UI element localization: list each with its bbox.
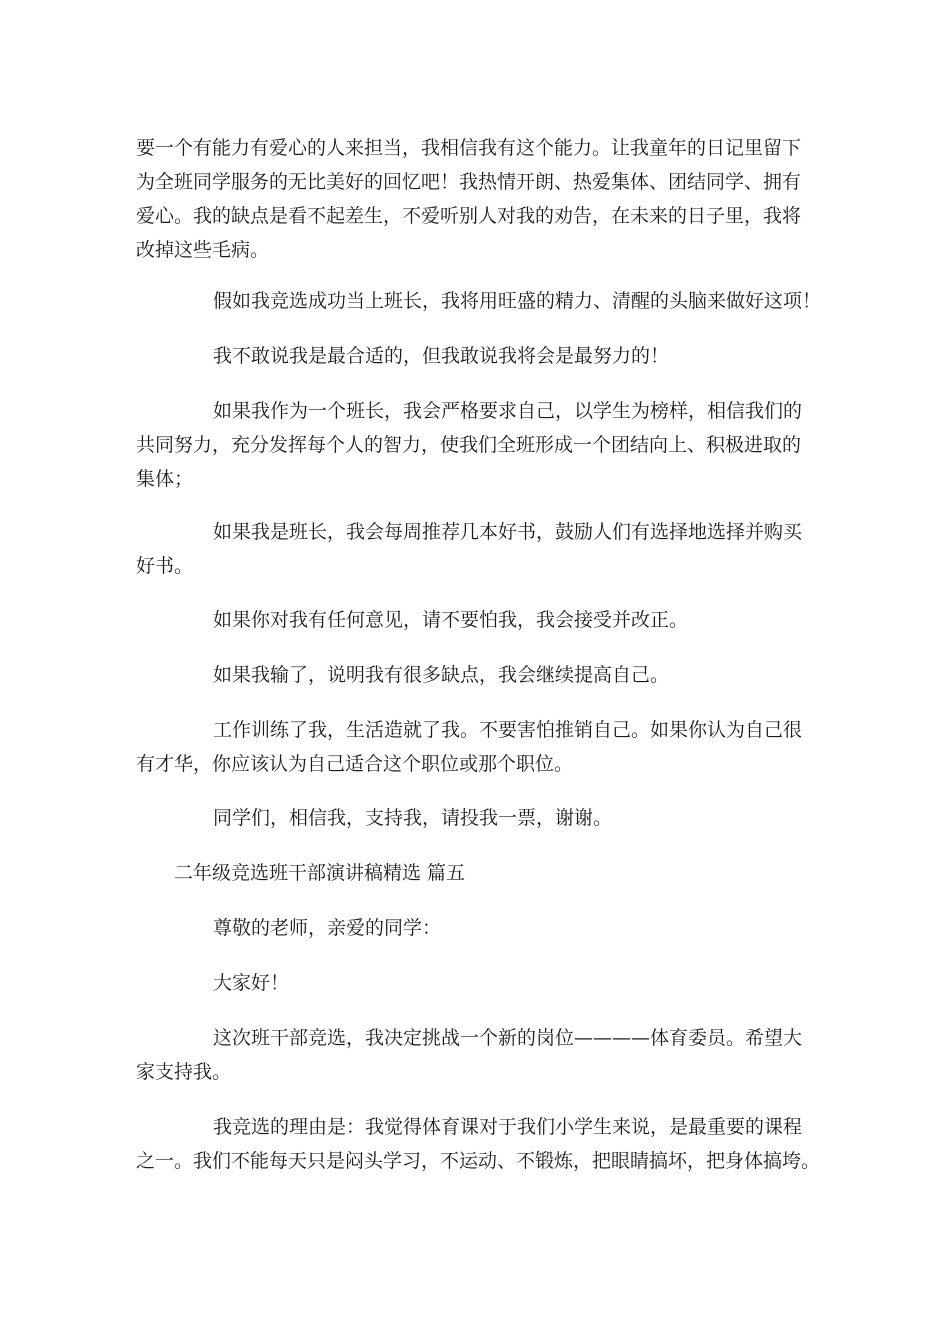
paragraph (136, 284, 836, 318)
text-line: 同学们，相信我，支持我，请投我一票，谢谢。 (213, 807, 613, 829)
text-line: 之一。我们不能每天只是闷头学习，不运动、不锻炼，把眼睛搞坏，把身体搞垮。 (136, 1150, 821, 1172)
text-line: 好书。 (136, 555, 194, 577)
text-line: 这次班干部竞选，我决定挑战一个新的岗位————体育委员。希望大 (213, 1027, 803, 1049)
paragraph (136, 394, 836, 496)
text-line: 如果我是班长，我会每周推荐几本好书，鼓励人们有选择地选择并购买 (213, 521, 803, 543)
paragraph (136, 603, 836, 637)
text-line: 有才华，你应该认为自己适合这个职位或那个职位。 (136, 753, 574, 775)
text-line: 为全班同学服务的无比美好的回忆吧！我热情开朗、热爱集体、团结同学、拥有 (136, 171, 802, 193)
paragraph (136, 801, 836, 835)
text-line: 我不敢说我是最合适的，但我敢说我将会是最努力的！ (213, 345, 670, 367)
text-line: 假如我竞选成功当上班长，我将用旺盛的精力、清醒的头脑来做好这项！ (213, 290, 822, 312)
paragraph (136, 911, 836, 945)
text-line: 工作训练了我，生活造就了我。不要害怕推销自己。如果你认为自己很 (213, 719, 803, 741)
text-line: 如果你对我有任何意见，请不要怕我，我会接受并改正。 (213, 609, 689, 631)
paragraph (136, 1021, 836, 1089)
paragraph (136, 713, 836, 781)
paragraph (136, 1110, 836, 1178)
paragraph (136, 131, 836, 267)
text-line: 集体； (136, 468, 194, 490)
text-line: 如果我作为一个班长，我会严格要求自己，以学生为榜样，相信我们的 (213, 400, 803, 422)
text-line: 如果我输了，说明我有很多缺点，我会继续提高自己。 (213, 664, 670, 686)
text-line: 大家好！ (213, 972, 290, 994)
section-heading: 二年级竞选班干部演讲稿精选 篇五 (174, 862, 466, 884)
text-line: 爱心。我的缺点是看不起差生，不爱听别人对我的劝告，在未来的日子里，我将 (136, 205, 802, 227)
paragraph (136, 339, 836, 373)
text-line: 共同努力，充分发挥每个人的智力，使我们全班形成一个团结向上、积极进取的 (136, 434, 802, 456)
text-line: 要一个有能力有爱心的人来担当，我相信我有这个能力。让我童年的日记里留下 (136, 137, 802, 159)
text-line: 我竞选的理由是：我觉得体育课对于我们小学生来说，是最重要的课程 (213, 1116, 803, 1138)
text-line: 改掉这些毛病。 (136, 239, 270, 261)
paragraph (136, 658, 836, 692)
paragraph (136, 515, 836, 583)
paragraph (136, 966, 836, 1000)
text-line: 家支持我。 (136, 1061, 232, 1083)
text-line: 尊敬的老师，亲爱的同学： (213, 917, 442, 939)
